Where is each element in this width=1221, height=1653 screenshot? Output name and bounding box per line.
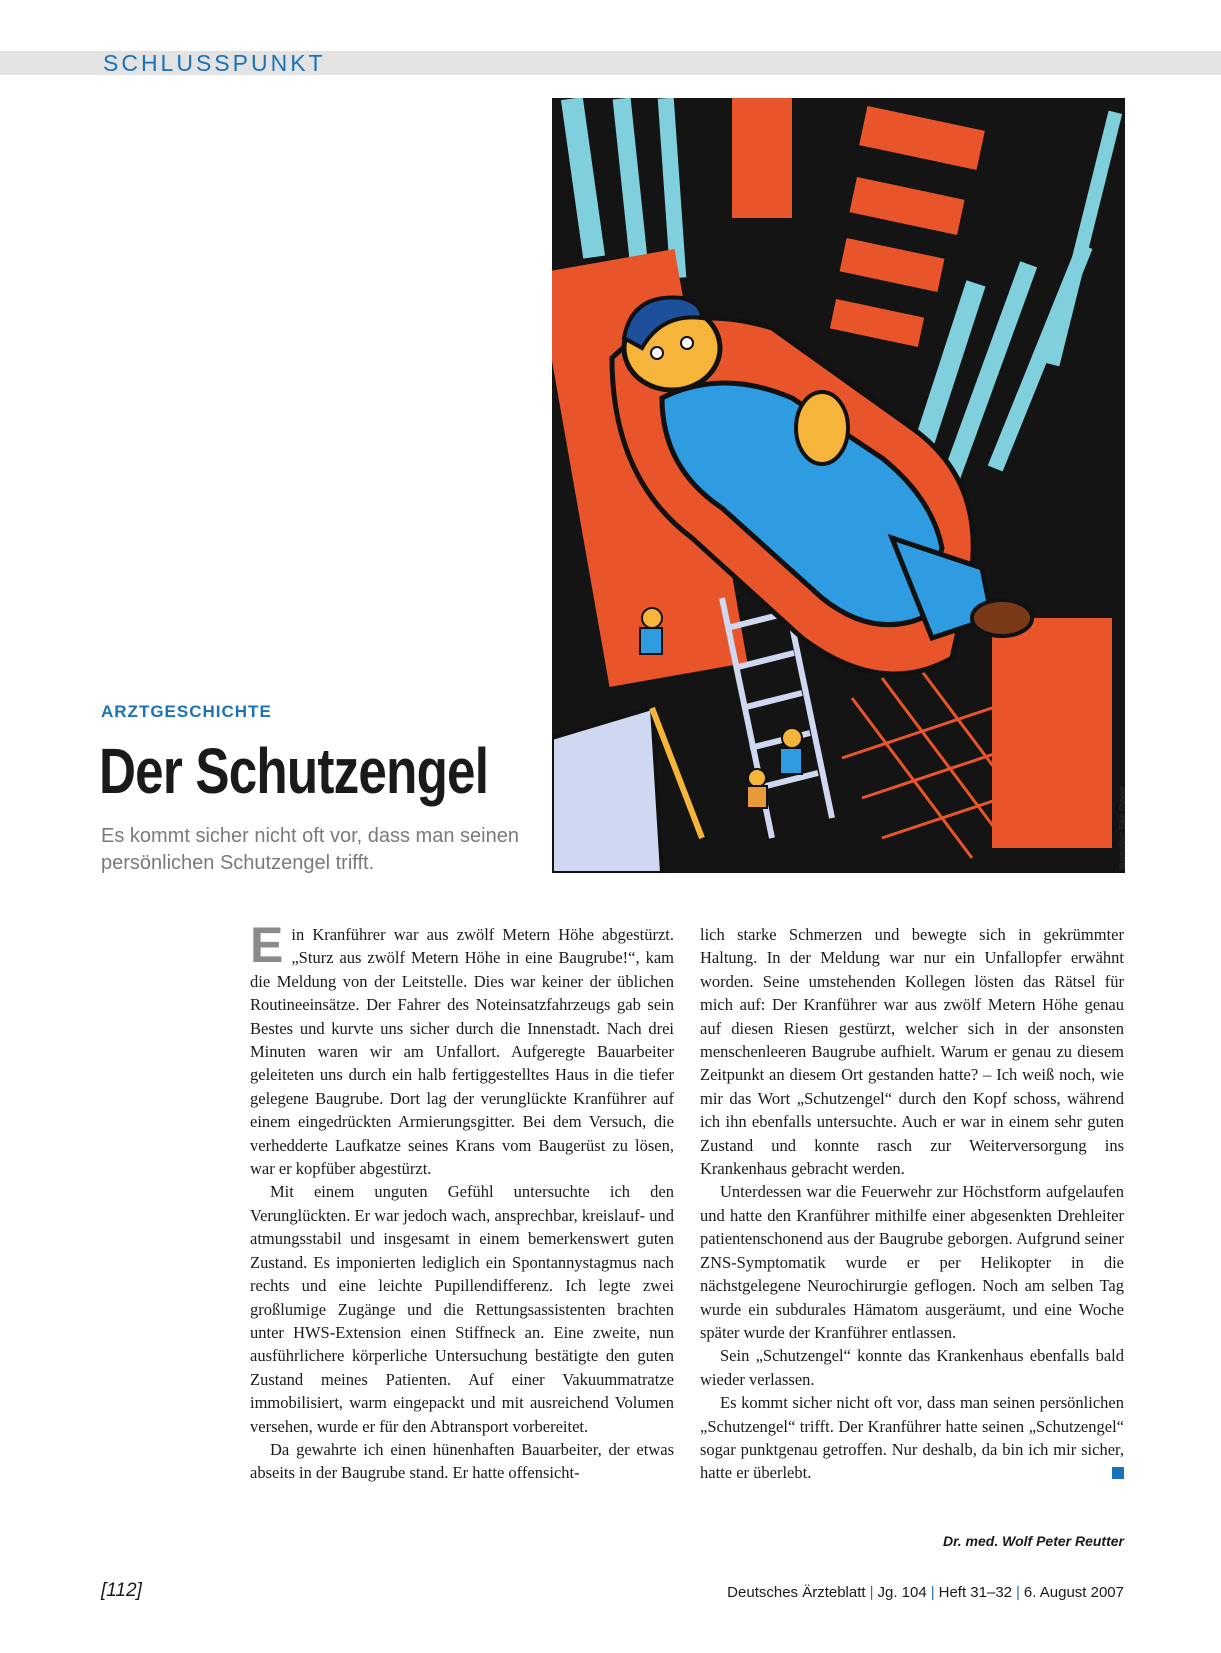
illustration-credit: Illustration: Elke Steiner [1118,785,1127,870]
section-label: SCHLUSSPUNKT [103,50,326,76]
end-mark-icon [1112,1467,1124,1479]
article-title: Der Schutzengel [99,735,489,807]
footer-citation [727,1584,1124,1601]
paragraph-3-end: lich starke Schmerzen und bewegte sich in gekrümmter Haltung. In der Meldung war nur ein Unfallopfer erwähnt worden. Seine umstehenden Kollegen lösten das Rätsel für mich auf: Der Kranführer war aus zwölf Metern Höhe genau auf diesen Riesen gestürzt, welcher sich in der ansonsten menschenleeren Baugrube aufhielt. Warum er genau zu diesem Zeitpunkt an diesem Ort gestanden hatte? – Ich weiß noch, wie mir das Wort „Schutzengel“ durch den Kopf schoss, während ich ihn ebenfalls untersuchte. Auch er war in einem sehr guten Zustand und konnte rasch zur Weiterversorgung ins Krankenhaus gebracht werden. [700,925,1124,1179]
paragraph-4: Unterdessen war die Feuerwehr zur Höchstform aufgelaufen und hatte den Kranführer mithilfe einer abgesenkten Drehleiter patientenschonend aus der Baugrube geborgen. Aufgrund seiner ZNS-Symptomatik wurde er per Helikopter in die nächstgelegene Neurochirurgie geflogen. Noch am selben Tag wurde ein subdurales Hämatom ausgeräumt, und eine Woche später wurde der Kranführer entlassen. [700,1182,1124,1342]
article-kicker: ARZTGESCHICHTE [101,702,272,721]
article-illustration [552,98,1125,873]
body-column-right [700,923,1124,1485]
paragraph-1-text: in Kranführer war aus zwölf Metern Höhe abgestürzt. „Sturz aus zwölf Metern Höhe in eine Baugrube!“, kam die Meldung von der Leitstelle. Dies war keiner der üblichen Routineeinsätze. Der Fahrer des Noteinsatzfahrzeugs gab sein Bestes und kurvte uns sicher durch die Innenstadt. Nach drei Minuten waren wir am Unfallort. Aufgeregte Bauarbeiter geleiteten uns durch ein halb fertiggestelltes Haus in die tiefer gelegene Baugrube. Dort lag der verunglückte Kranführer auf einem eingedrückten Armierungsgitter. Bei dem Versuch, die verhedderte Laufkatze seines Krans vom Baugerüst zu lösen, war er kopfüber abgestürzt. [250,925,674,1179]
paragraph-2: Mit einem unguten Gefühl untersuchte ich den Verunglückten. Er war jedoch wach, ansprechbar, kreislauf- und atmungsstabil und insgesamt in einem bemerkenswert guten Zustand. Es imponierten lediglich ein Spontannystagmus nach rechts und eine leichte Pupillendifferenz. Ich legte zwei großlumige Zugänge und die Rettungsassistenten brachten unter HWS-Extension einen Stiffneck an. Eine zweite, nun ausführlichere körperliche Untersuchung bestätigte den guten Zustand meines Patienten. Auf einer Vakuummatratze immobilisiert, warm eingepackt und mit ausreichend Volumen versehen, wurde er für den Abtransport vorbereitet. [250,1182,674,1436]
article-author: Dr. med. Wolf Peter Reutter [942,1533,1124,1549]
footer-separator: | [1016,1584,1020,1601]
illustration-artwork [552,98,1125,873]
body-column-left [250,917,674,1485]
paragraph-3-start: Da gewahrte ich einen hünenhaften Bauarbeiter, der etwas abseits in der Baugrube stand. Er hatte offensicht- [250,1439,674,1483]
footer-journal: Deutsches Ärzteblatt [727,1584,866,1601]
article-deck: Es kommt sicher nicht oft vor, dass man seinen persönlichen Schutzengel trifft. [101,825,519,874]
drop-cap: E [250,917,284,973]
paragraph-5: Sein „Schutzengel“ konnte das Krankenhaus ebenfalls bald wieder verlassen. [700,1346,1124,1389]
paragraph-6-text: Es kommt sicher nicht oft vor, dass man seinen persönlichen „Schutzengel“ trifft. Der Kranführer hatte seinen „Schutzengel“ sogar punktgenau getroffen. Nur deshalb, da bin ich mir sicher, hatte er überlebt. [700,1393,1124,1483]
paragraph-1 [250,917,674,1180]
paragraph-6 [700,1391,1124,1485]
footer-separator: | [930,1584,935,1601]
footer-date: 6. August 2007 [1023,1584,1124,1601]
footer-volume: Jg. 104 [877,1584,927,1601]
footer-issue: Heft 31–32 [938,1584,1012,1601]
footer-separator: | [869,1584,874,1601]
page-number: [112] [101,1580,142,1601]
